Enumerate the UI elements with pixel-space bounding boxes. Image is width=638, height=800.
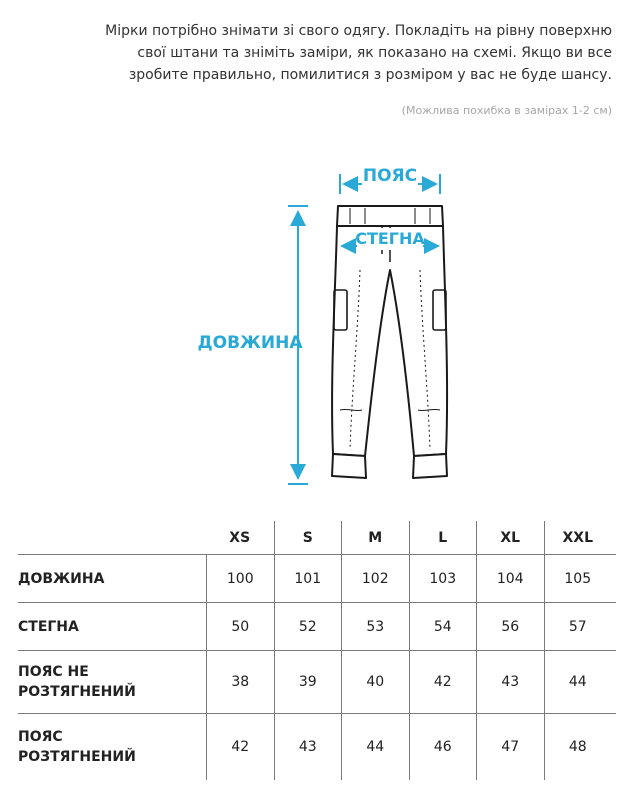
table-cell: 39 <box>274 651 342 713</box>
intro-text <box>12 20 612 86</box>
table-cell: 54 <box>409 603 477 650</box>
size-header-xl: XL <box>476 521 544 554</box>
size-header-row <box>18 521 616 555</box>
row-label-line: ДОВЖИНА <box>18 570 105 587</box>
table-cell: 43 <box>476 651 544 713</box>
row-label-length <box>18 569 206 589</box>
row-label-line: ПОЯС НЕ <box>18 664 89 680</box>
table-cell: 53 <box>341 603 409 650</box>
table-cell: 57 <box>544 603 612 650</box>
table-cell: 52 <box>274 603 342 650</box>
size-header-xs: XS <box>229 529 251 546</box>
size-header-m: M <box>341 521 409 554</box>
row-label-line: РОЗТЯГНЕНИЙ <box>18 749 136 765</box>
table-cell: 102 <box>341 555 409 602</box>
size-header-xxl: XXL <box>544 521 612 554</box>
row-label-waist-stretched <box>18 727 206 767</box>
table-cell: 105 <box>544 555 612 602</box>
table-cell: 44 <box>544 651 612 713</box>
table-cell: 38 <box>206 651 274 713</box>
table-cell: 50 <box>206 603 274 650</box>
row-label-waist-unstretched <box>18 662 206 702</box>
table-cell: 101 <box>274 555 342 602</box>
hips-label: СТЕГНА <box>355 229 425 248</box>
pants-measurement-diagram <box>190 150 480 490</box>
table-cell: 46 <box>409 714 477 780</box>
pants-illustration <box>190 150 480 490</box>
measurement-error-note: (Можлива похибка в замірах 1-2 см) <box>401 104 612 117</box>
row-label-line: ПОЯС <box>18 729 63 745</box>
waist-label: ПОЯС <box>362 166 418 186</box>
row-label-line: СТЕГНА <box>18 618 79 635</box>
size-header-s: S <box>274 521 342 554</box>
table-cell: 43 <box>274 714 342 780</box>
length-label: ДОВЖИНА <box>197 333 303 353</box>
table-row-waist-unstretched <box>18 651 616 714</box>
table-cell: 103 <box>409 555 477 602</box>
size-header-l: L <box>409 521 477 554</box>
row-label-line: РОЗТЯГНЕНИЙ <box>18 684 136 700</box>
table-row-hips <box>18 603 616 651</box>
table-cell: 48 <box>544 714 612 780</box>
table-cell: 40 <box>341 651 409 713</box>
row-label-hips <box>18 617 206 637</box>
size-table <box>18 521 616 780</box>
intro-line-1: Мірки потрібно знімати зі свого одягу. Покладіть на рівну поверхню <box>105 23 612 39</box>
table-cell: 100 <box>206 555 274 602</box>
table-cell: 42 <box>206 714 274 780</box>
table-cell: 104 <box>476 555 544 602</box>
table-cell: 56 <box>476 603 544 650</box>
table-cell: 47 <box>476 714 544 780</box>
table-cell: 44 <box>341 714 409 780</box>
intro-line-2: свої штани та зніміть заміри, як показано на схемі. Якщо ви все <box>137 45 612 61</box>
table-row-length <box>18 555 616 603</box>
table-cell: 42 <box>409 651 477 713</box>
table-row-waist-stretched <box>18 714 616 780</box>
intro-line-3: зробите правильно, помилитися з розміром у вас не буде шансу. <box>128 67 612 83</box>
